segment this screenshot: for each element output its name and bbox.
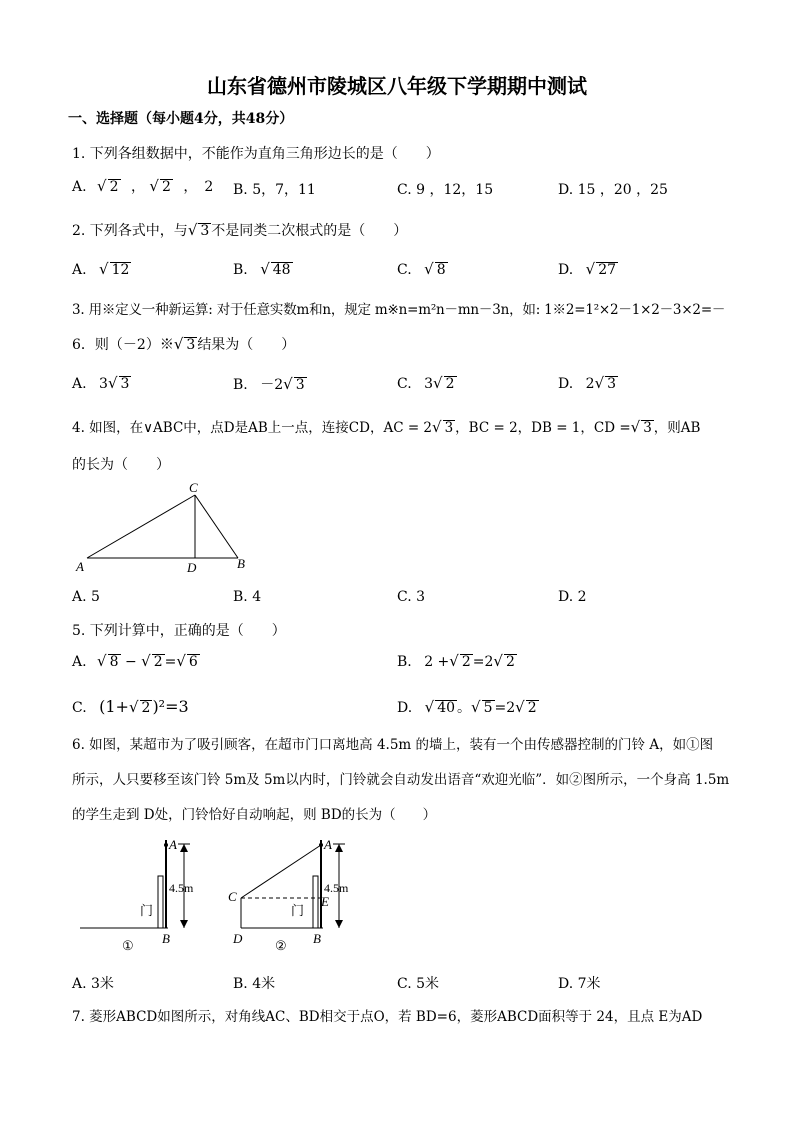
q5-a-minus: −: [120, 654, 142, 670]
q5-b-rad2: 2: [505, 654, 515, 670]
q4-side-ac: [87, 495, 195, 558]
q6-f1-door-label: 门: [140, 903, 154, 918]
q4-option-c: C. 3: [397, 589, 426, 605]
q7-line1: 7. 菱形ABCD如图所示，对角线AC、BD相交于点O，若 BD=6，菱形ABCD面积等于 24，且点 E为AD: [72, 1009, 703, 1025]
q6-f2-label-b: B: [313, 931, 321, 946]
q6-f2-label-a: A: [324, 837, 332, 852]
q2-a-rad: 12: [111, 262, 130, 278]
q4-line1-post: ，则AB: [653, 420, 701, 436]
q4-label-a: A: [76, 559, 84, 574]
q6-f1-height: 4.5m: [169, 881, 194, 895]
q5-a-equals: =: [164, 654, 177, 670]
q3-d-rad: 3: [607, 376, 617, 392]
q3-b-label: B.: [233, 377, 248, 393]
q5-option-a: A. √ 8 − √ 2 =√ 6: [72, 652, 198, 670]
q3-c-coef: 3: [424, 376, 434, 392]
q5-c-post: )²=3: [152, 697, 189, 716]
q5-b-mid: =2: [472, 654, 494, 670]
q6-f2-bell: [319, 843, 323, 847]
q3-a-rad: 3: [120, 376, 130, 392]
q1-a-label: A.: [72, 179, 87, 195]
q3-line2-post: 结果为（ ）: [197, 337, 296, 353]
q4-line1-mid: ，BC = 2，DB = 1，CD =: [455, 420, 631, 436]
q3-b-coef: －2: [260, 377, 284, 393]
q5-option-d: D. √ 40 。√ 5 =2√ 2: [397, 698, 537, 716]
q3-line2: 6．则（－2）※√ 3 结果为（ ）: [72, 335, 296, 353]
q4-line1: 4. 如图，在∨ABC中，点D是AB上一点，连接CD，AC = 2√ 3 ，BC = 2，DB = 1，CD =√ 3 ，则AB: [72, 418, 701, 436]
q3-option-a: A. 3√ 3: [72, 374, 130, 392]
q2-stem-pre: 2. 下列各式中，与: [72, 223, 188, 239]
q5-d-rad1: 40: [437, 700, 456, 716]
q5-d-rad2: 5: [483, 700, 493, 716]
q6-f2-number: ②: [275, 938, 287, 953]
q5-a-rad2: 2: [153, 654, 163, 670]
q5-a-label: A.: [72, 654, 87, 670]
q6-f1-label-a: A: [169, 837, 177, 852]
q3-c-rad: 2: [445, 376, 455, 392]
q2-c-label: C.: [397, 262, 412, 278]
q2-b-rad: 48: [272, 262, 291, 278]
q5-a-rad3: 6: [188, 654, 198, 670]
q6-f2-door-frame: [313, 876, 318, 928]
q3-option-d: D. 2√ 3: [558, 374, 617, 392]
q2-stem: 2. 下列各式中，与√ 3 不是同类二次根式的是（ ）: [72, 221, 408, 239]
q1-a-rad2: 2: [161, 179, 171, 195]
q4-label-b: B: [237, 556, 245, 571]
q5-d-rad3: 2: [527, 700, 537, 716]
q6-f1-bell: [164, 843, 168, 847]
q3-line2-pre: 6．则（－2）※: [72, 337, 174, 353]
q3-c-label: C.: [397, 376, 412, 392]
q2-option-a: A. √ 12: [72, 260, 130, 278]
q4-option-d: D. 2: [558, 589, 587, 605]
q6-f2-label-d: D: [233, 931, 243, 946]
q4-side-cb: [195, 495, 238, 558]
q5-b-pre: 2 +: [424, 654, 450, 670]
q6-line1: 6. 如图，某超市为了吸引顾客，在超市门口离地高 4.5m 的墙上，装有一个由传感器控制的门铃 A，如①图: [72, 737, 714, 753]
q3-option-b: B. －2√ 3: [233, 375, 305, 393]
q5-b-label: B.: [397, 654, 412, 670]
q6-figure-1: [70, 830, 210, 960]
q6-option-d: D. 7米: [558, 976, 601, 992]
q1-a-rad1: 2: [109, 179, 119, 195]
q6-option-b: B. 4米: [233, 976, 276, 992]
q5-d-equals: =2: [494, 700, 516, 716]
q6-f2-arrow-top: [335, 844, 343, 852]
q6-f2-line-ca: [241, 845, 321, 898]
q6-line3: 的学生走到 D处，门铃恰好自动响起，则 BD的长为（ ）: [72, 807, 437, 823]
q2-c-rad: 8: [436, 262, 446, 278]
q1-option-c: C. 9 ，12，15: [397, 182, 494, 198]
q4-line1-pre: 4. 如图，在∨ABC中，点D是AB上一点，连接CD，AC = 2: [72, 420, 433, 436]
q3-option-c: C. 3√ 2: [397, 374, 455, 392]
q3-line2-rad: 3: [186, 337, 196, 353]
q3-a-coef: 3: [99, 376, 108, 392]
q6-option-a: A. 3米: [72, 976, 114, 992]
q1-a-tail: ， 2: [183, 179, 214, 195]
q5-d-label: D.: [397, 700, 413, 716]
q6-f1-label-b: B: [162, 931, 170, 946]
q6-f2-door-label: 门: [291, 903, 305, 918]
q2-d-label: D.: [558, 262, 574, 278]
q6-f1-arrow-bottom: [180, 920, 188, 928]
q4-label-c: C: [189, 480, 198, 495]
q4-triangle-figure: [70, 478, 260, 578]
q3-b-rad: 3: [295, 377, 305, 393]
q5-d-mid: 。: [457, 700, 472, 716]
q6-option-c: C. 5米: [397, 976, 440, 992]
q6-f2-label-e: E: [321, 894, 329, 909]
q1-option-d: D. 15 ，20 ，25: [558, 182, 668, 198]
q5-c-pre: (1+: [99, 697, 129, 716]
q1-option-a: A. √ 2 ， √ 2 ， 2: [72, 177, 214, 195]
q2-b-label: B.: [233, 262, 248, 278]
q1-stem: 1. 下列各组数据中，不能作为直角三角形边长的是（ ）: [72, 146, 440, 162]
q4-label-d: D: [187, 560, 197, 575]
q2-option-b: B. √ 48: [233, 260, 291, 278]
q1-option-b: B. 5，7，11: [233, 182, 316, 198]
q2-d-rad: 27: [598, 262, 617, 278]
q6-f1-number: ①: [122, 938, 134, 953]
q2-stem-rad: 3: [200, 223, 210, 239]
q5-c-label: C.: [72, 700, 87, 716]
q5-option-c: C. (1+√ 2 )²=3: [72, 697, 189, 716]
q5-b-rad1: 2: [461, 654, 471, 670]
q6-f2-height: 4.5m: [324, 881, 349, 895]
q5-option-b: B. 2 +√ 2 =2√ 2: [397, 652, 515, 670]
q4-line1-rad1: 3: [444, 420, 454, 436]
q2-option-d: D. √ 27: [558, 260, 617, 278]
q5-a-rad1: 8: [109, 654, 119, 670]
q3-line1: 3. 用※定义一种新运算: 对于任意实数m和n，规定 m※n=m²n－mn－3n，如: 1※2=1²×2－1×2－3×2=－: [72, 302, 726, 318]
q2-stem-post: 不是同类二次根式的是（ ）: [211, 223, 408, 239]
q4-option-a: A. 5: [72, 589, 100, 605]
q6-figure-2: [225, 830, 375, 960]
q4-line2: 的长为（ ）: [72, 457, 170, 473]
q2-a-label: A.: [72, 262, 87, 278]
q6-f1-door-frame: [158, 876, 163, 928]
q4-option-b: B. 4: [233, 589, 262, 605]
q6-f2-label-c: C: [228, 889, 237, 904]
q6-f1-arrow-top: [180, 844, 188, 852]
q4-line1-rad2: 3: [643, 420, 652, 436]
q5-stem: 5. 下列计算中，正确的是（ ）: [72, 623, 286, 639]
section-heading: 一、选择题（每小题4分，共48分）: [68, 111, 294, 127]
q5-c-rad: 2: [141, 700, 151, 716]
page-title: 山东省德州市陵城区八年级下学期期中测试: [207, 74, 587, 98]
q3-d-coef: 2: [585, 376, 595, 392]
q2-option-c: C. √ 8: [397, 260, 446, 278]
q3-a-label: A.: [72, 376, 87, 392]
q6-line2: 所示，人只要移至该门铃 5m及 5m以内时，门铃就会自动发出语音“欢迎光临”．如②图所示，一个身高 1.5m: [72, 772, 730, 788]
q3-d-label: D.: [558, 376, 574, 392]
q6-f2-arrow-bottom: [335, 920, 343, 928]
